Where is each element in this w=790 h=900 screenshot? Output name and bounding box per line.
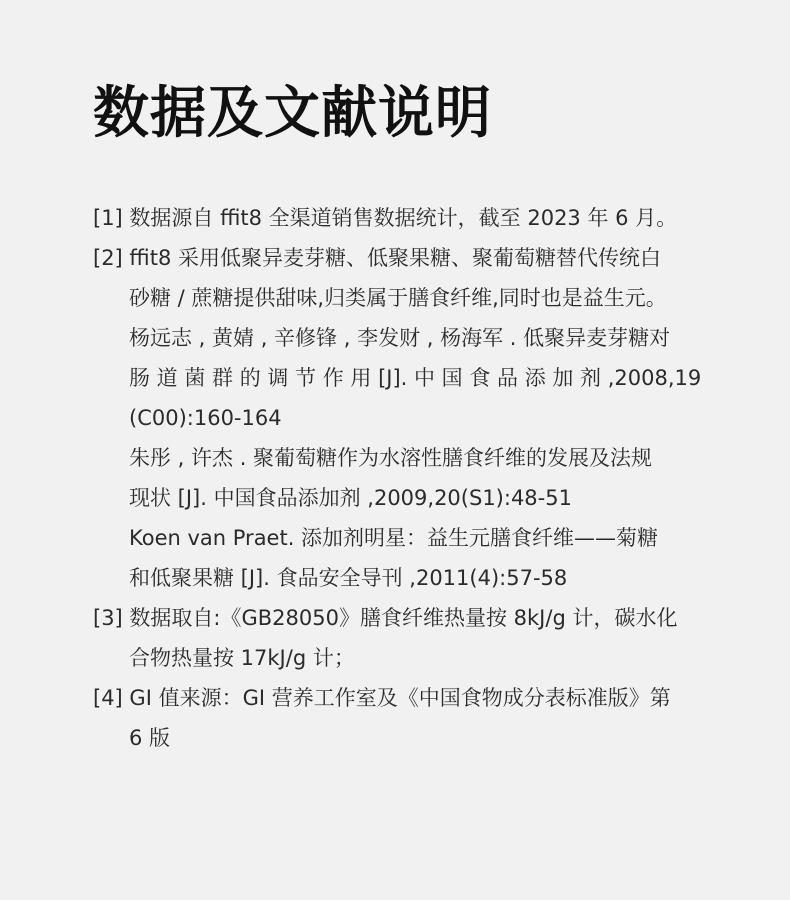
reference-line: 砂糖 / 蔗糖提供甜味,归类属于膳食纤维,同时也是益生元。 (129, 286, 667, 310)
reference-line: [3] 数据取自:《GB28050》膳食纤维热量按 8kJ/g 计，碳水化 (93, 606, 678, 630)
reference-line: Koen van Praet. 添加剂明星：益生元膳食纤维——菊糖 (129, 526, 659, 550)
reference-line: 6 版 (129, 726, 171, 750)
reference-list (93, 198, 703, 758)
reference-line: [1] 数据源自 ffit8 全渠道销售数据统计，截至 2023 年 6 月。 (93, 206, 678, 230)
reference-item-4 (93, 678, 703, 758)
reference-line: 合物热量按 17kJ/g 计； (129, 646, 355, 670)
reference-item-2 (93, 238, 703, 598)
reference-line: [4] GI 值来源：GI 营养工作室及《中国食物成分表标准版》第 (93, 686, 671, 710)
page-title: 数据及文献说明 (93, 81, 492, 146)
reference-item-1 (93, 198, 703, 238)
reference-line: 和低聚果糖 [J]. 食品安全导刊 ,2011(4):57-58 (129, 566, 568, 590)
reference-line: 朱彤 , 许杰 . 聚葡萄糖作为水溶性膳食纤维的发展及法规 (129, 446, 653, 470)
reference-line: 杨远志 , 黄婧 , 辛修锋 , 李发财 , 杨海军 . 低聚异麦芽糖对 (129, 326, 671, 350)
reference-line: (C00):160-164 (129, 406, 282, 430)
reference-line: 现状 [J]. 中国食品添加剂 ,2009,20(S1):48-51 (129, 486, 572, 510)
reference-item-3 (93, 598, 703, 678)
reference-line: 肠 道 菌 群 的 调 节 作 用 [J]. 中 国 食 品 添 加 剂 ,2008,19 (129, 366, 702, 390)
reference-line: [2] ffit8 采用低聚异麦芽糖、低聚果糖、聚葡萄糖替代传统白 (93, 246, 661, 270)
